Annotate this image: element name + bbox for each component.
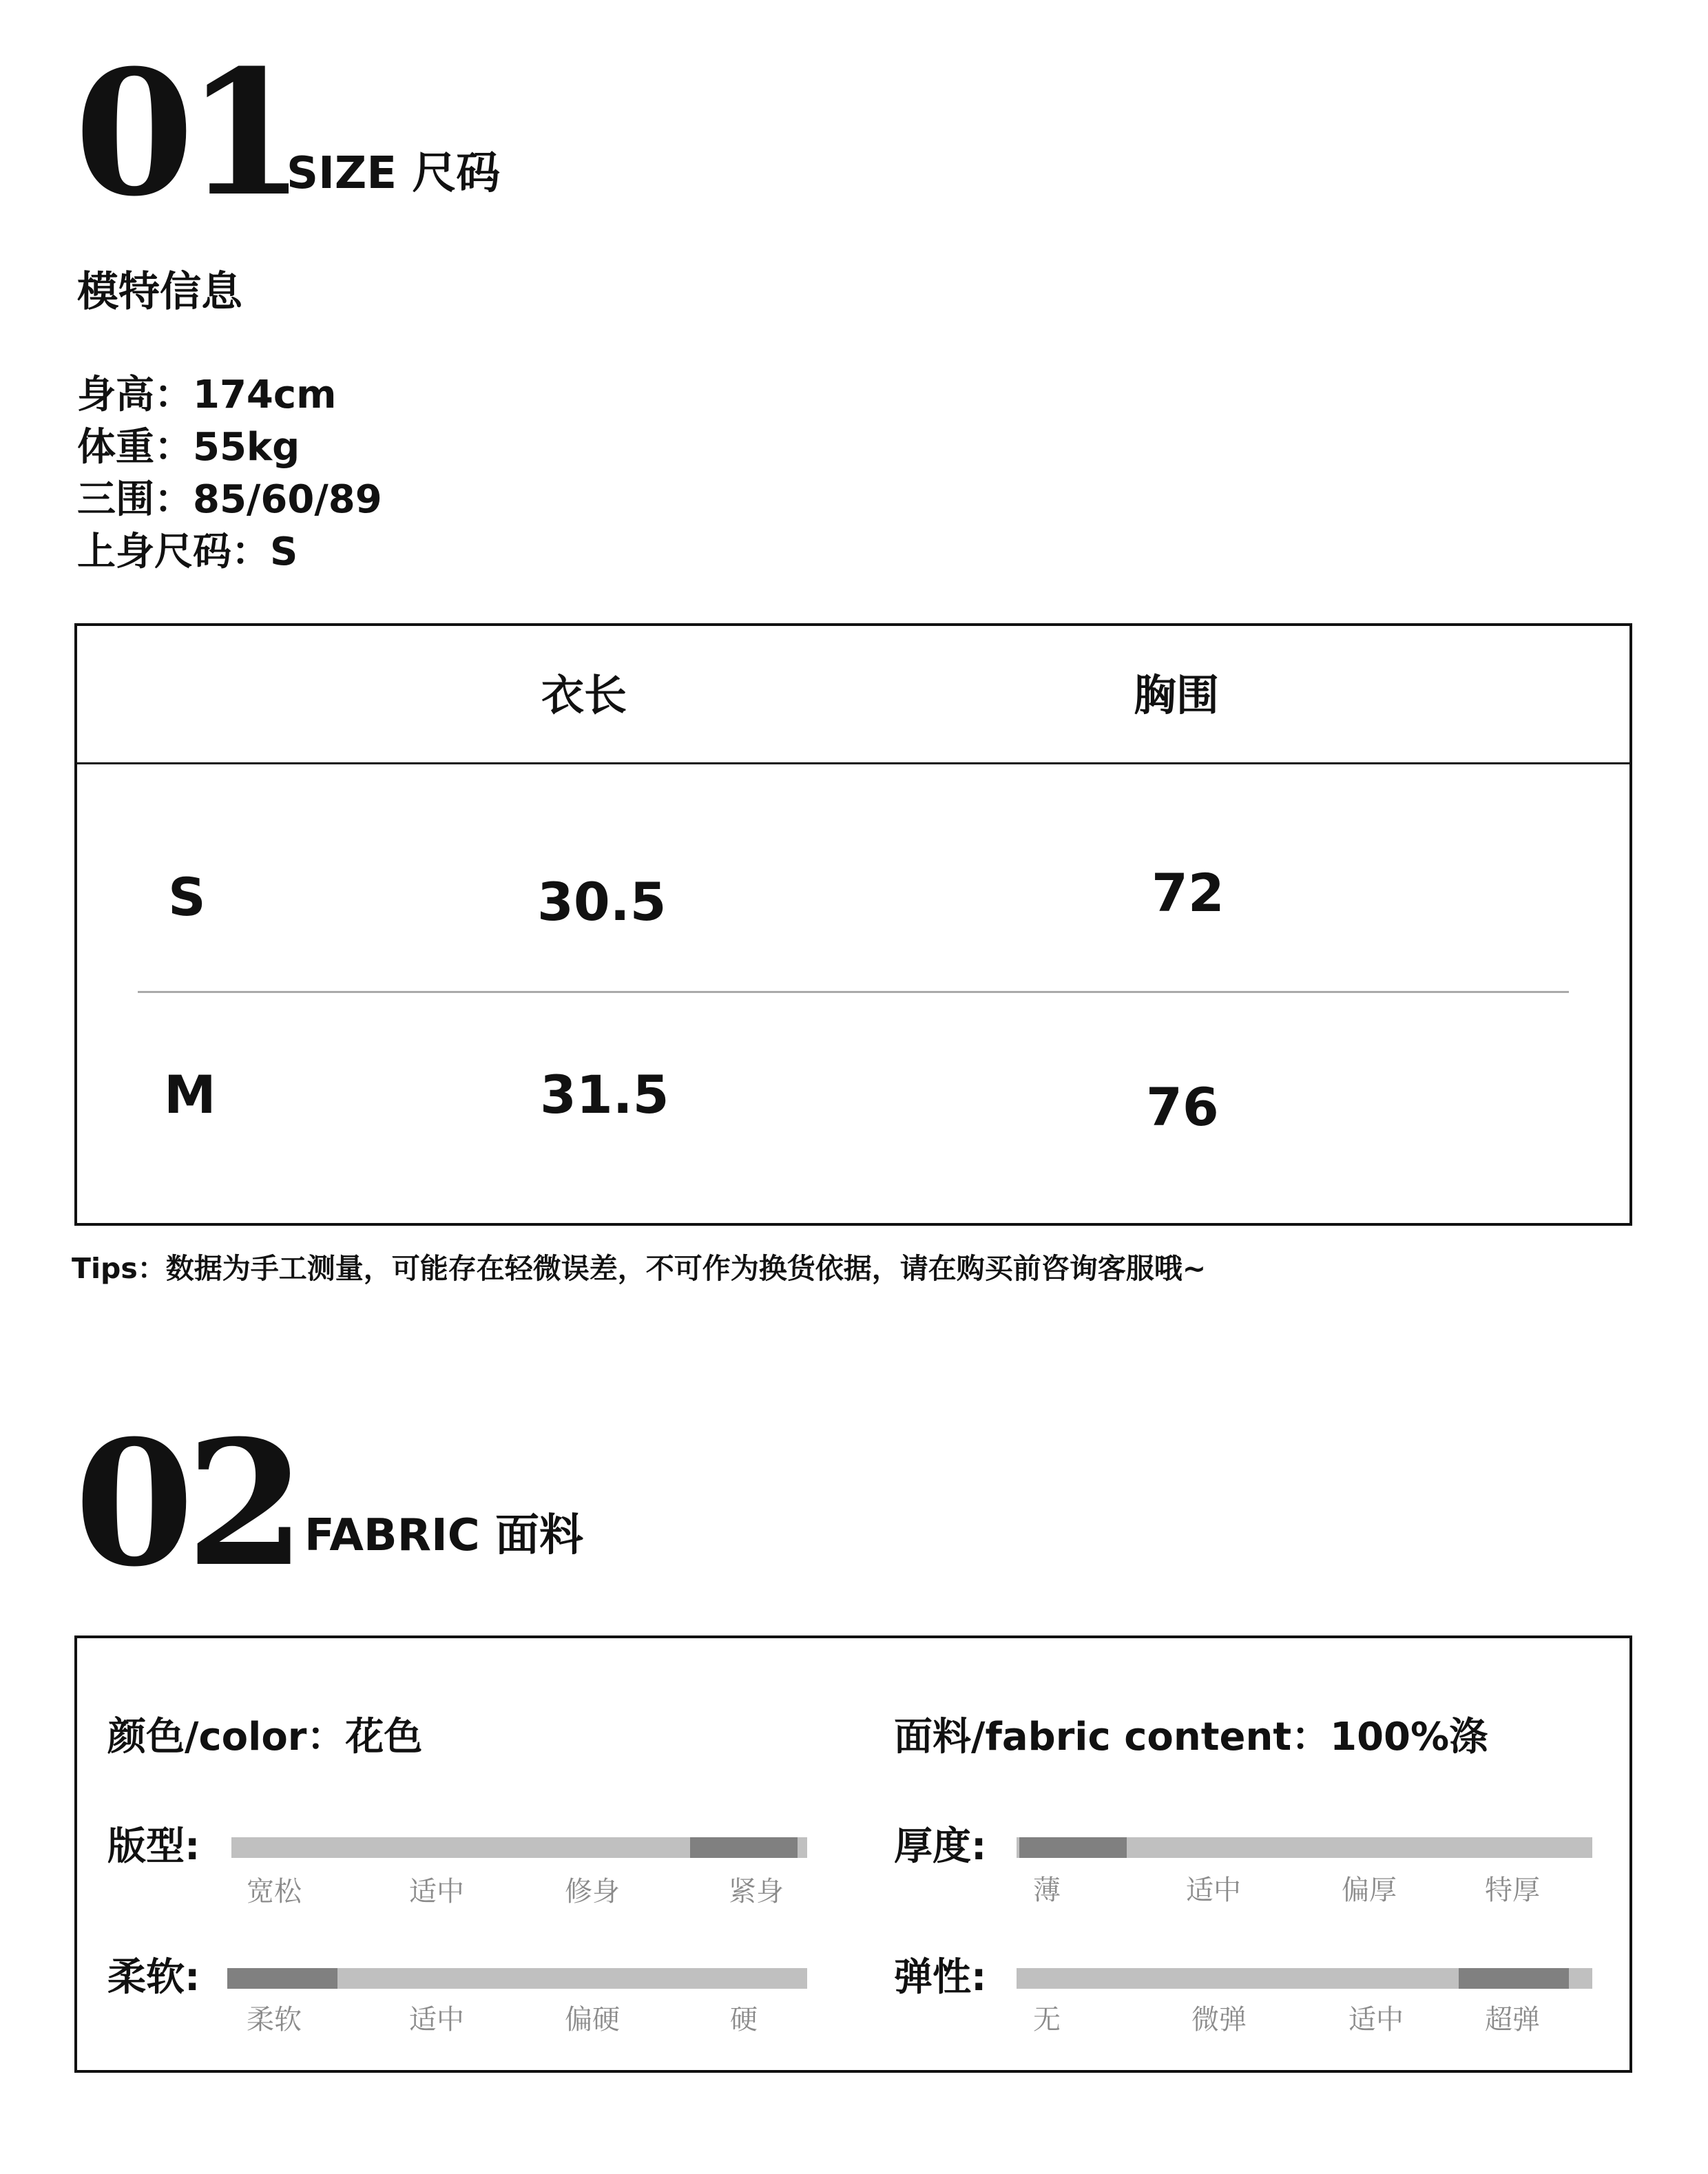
row-size-label: M xyxy=(164,1064,216,1125)
fit-scale-indicator xyxy=(690,1837,798,1858)
section-title-fabric: FABRIC 面料 xyxy=(304,1510,584,1561)
row-chest-value: 76 xyxy=(1146,1076,1219,1138)
model-measurements: 三围：85/60/89 xyxy=(77,477,382,522)
header-length: 衣长 xyxy=(541,670,627,720)
size-table xyxy=(74,623,1632,1226)
softness-tick: 偏硬 xyxy=(565,2004,620,2036)
thickness-label: 厚度: xyxy=(894,1824,987,1869)
fit-tick: 适中 xyxy=(409,1876,464,1908)
elasticity-label: 弹性: xyxy=(894,1955,987,2000)
elasticity-tick: 适中 xyxy=(1348,2004,1404,2036)
section-number-size: 01 xyxy=(74,32,298,234)
fit-tick: 修身 xyxy=(565,1876,620,1908)
fabric-content: 面料/fabric content：100%涤 xyxy=(894,1715,1488,1759)
elasticity-scale-track xyxy=(1017,1968,1592,1989)
section-number-fabric: 02 xyxy=(74,1402,298,1605)
section-title-size: SIZE 尺码 xyxy=(287,148,501,199)
elasticity-tick: 无 xyxy=(1033,2004,1061,2036)
fit-scale-track xyxy=(231,1837,807,1858)
row-divider xyxy=(138,991,1569,993)
thickness-tick: 薄 xyxy=(1033,1874,1061,1906)
row-length-value: 30.5 xyxy=(537,871,667,932)
elasticity-scale-indicator xyxy=(1459,1968,1569,1989)
tips-note: Tips：数据为手工测量，可能存在轻微误差，不可作为换货依据，请在购买前咨询客服哦~ xyxy=(72,1252,1207,1285)
thickness-tick: 特厚 xyxy=(1485,1874,1540,1906)
softness-scale-indicator xyxy=(227,1968,337,1989)
softness-label: 柔软: xyxy=(107,1955,200,2000)
fabric-color: 颜色/color：花色 xyxy=(107,1715,423,1759)
header-chest: 胸围 xyxy=(1134,670,1220,720)
header-divider xyxy=(77,762,1629,764)
thickness-tick: 偏厚 xyxy=(1342,1874,1397,1906)
row-chest-value: 72 xyxy=(1152,862,1225,923)
thickness-scale-track xyxy=(1017,1837,1592,1858)
model-weight: 体重：55kg xyxy=(77,425,300,470)
fit-label: 版型: xyxy=(107,1824,200,1869)
softness-scale-track xyxy=(227,1968,807,1989)
fit-tick: 紧身 xyxy=(729,1876,784,1908)
model-size: 上身尺码：S xyxy=(77,530,298,574)
elasticity-tick: 超弹 xyxy=(1485,2004,1540,2036)
elasticity-tick: 微弹 xyxy=(1191,2004,1247,2036)
thickness-scale-indicator xyxy=(1019,1837,1127,1858)
softness-tick: 适中 xyxy=(409,2004,464,2036)
row-size-label: S xyxy=(168,866,206,928)
thickness-tick: 适中 xyxy=(1186,1874,1241,1906)
model-height: 身高：174cm xyxy=(77,373,337,417)
model-info-heading: 模特信息 xyxy=(77,268,242,316)
fit-tick: 宽松 xyxy=(247,1876,302,1908)
fabric-info-box xyxy=(74,1635,1632,2073)
softness-tick: 柔软 xyxy=(247,2004,302,2036)
softness-tick: 硬 xyxy=(730,2004,758,2036)
row-length-value: 31.5 xyxy=(540,1064,669,1125)
